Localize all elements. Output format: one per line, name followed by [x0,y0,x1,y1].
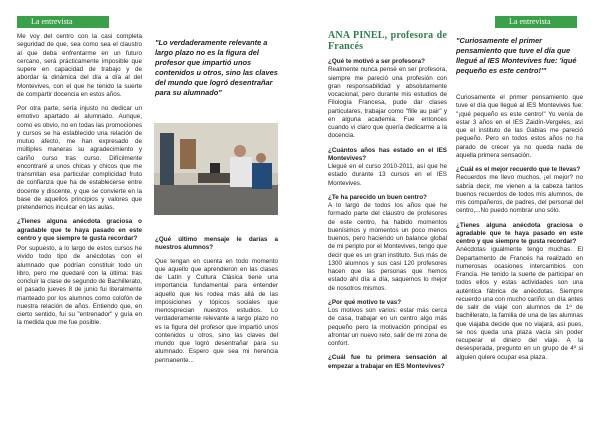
question: ¿Qué te motivó a ser profesora? [328,58,425,65]
question: ¿Cuál es el mejor recuerdo que te llevas? [456,166,581,173]
question: ¿Tienes alguna anécdota graciosa o agradable que te haya pasado en este centro y que siempre te gusta recordar? [17,218,142,242]
section-tab-right: La entrevista [495,16,577,28]
paragraph: Los motivos son varios: estar más cerca de casa, trabajar en un centro algo más pequeño pero la motivación principal es afrontar un nuevo reto, salir de mi zona de confort. [328,307,447,347]
paragraph: Por supuesto, a lo largo de estos cursos he vivido todo tipo de anécdotas con el alumnado que podrían constituir todo un libro, pero me quedaré con la última: tras concluir la clase de segundo de Bachillerato, el pasado jueves 8 de junio fui literalmente manteado por los alumnos como colofón de nuestra relación de años. Entiendo que, en cierto sentido, fui su "entrenador" y guía en la medida que me fue posible. [17,245,142,327]
column-4 [456,94,583,368]
interview-heading: ANA PINEL, profesora de Francés [328,30,447,52]
paragraph: Recuerdos me llevo muchos, ¡el mejor? no sabría decir, me vienen a la cabeza tantos buenos recuerdos de todos mis alumnos, de mis compañeros, de padres, del personal del centro,...No puedo nombrar uno sólo. [456,174,583,215]
paragraph: Llegué en el curso 2010-2011, así que he estado durante 13 cursos en el IES Montevives. [328,163,447,187]
paragraph: Curiosamente el primer pensamiento que tuve el día que llegué al IES Montevives fue: "¡qué pequeño es este centro!" Yo venía de estar 3 años en el IES Zaidín-Vergeles, así que el instituto de las Gabias me pareció pequeño. Pero en todos estos años no ha parado de crecer ya no queda nada de aquella primera sensación. [456,94,583,159]
question: ¿Te ha parecido un buen centro? [328,193,427,201]
paragraph: Por otra parte, sería injusto no dedicar un emotivo apartado al alumnado. Aunque, como es obvio, no en todas las promociones y cursos se ha establecido una relación de mutuo afecto, me han expresado de múltiples maneras su agradecimiento y cariño curso tras curso. Difícilmente encontraré a unos chicas y chicos que me transmitan esa particular complicidad fruto de confianza que ha de establecerse entre docente y discente, y que se convierte en la base de aquellos principios y valores que pretendemos inculcar en las aulas. [17,105,142,211]
paragraph: Que tengan en cuenta en todo momento que aquello que aprendieron en las clases de Latín y Cultura Clásica tiene una importancia fundamental para entender aquello que les rodea más allá de las imposiciones y tópicos sociales que menosprecian nuestros estudios. Lo verdaderamente relevante a largo plazo no es la figura del profesor que impartió unos contenidos u otros, sino las claves del mundo que logró desentrañar para su alumnado. Espero que sea mi herencia permanente... [155,257,278,364]
column-3 [328,30,447,377]
paragraph: Anécdotas igualmente tengo muchas. El Departamento de Francés ha realizado en numerosas ocasiones intercambios con Francia. He tenido la suerte de participar en todos ellos y estas actividades son una auténtica fábrica de anécdotas. Siempre recuerdo una con mucho cariño: un día antes de salir de viaje con alumnos de 1º de bachillerato, la familia de una de las alumnas que viajaba decide que no viajará, así pues, se nos queda una plaza vacía sin poder recuperar el dinero del viaje. A la desesperada, pregunto en un grupo de 4º si alguien quiere ocupar esa plaza. [456,246,583,361]
staff-photo [154,123,278,215]
pull-quote-1: "Lo verdaderamente relevante a largo plazo no es la figura del profesor que impartió unos contenidos u otros, sino las claves del mundo que logró desentrañar para su alumnado" [155,38,278,97]
section-tab-left: La entrevista [17,16,109,28]
question: ¿Qué último mensaje le darías a nuestros alumnos? [155,236,278,252]
question: ¿Cuál fue tu primera sensación al empezar a trabajar en IES Montevives? [328,354,447,370]
pull-quote-2: "Curiosamente el primer pensamiento que tuve el día que llegué al IES Montevives fue: 'iqué pequeño es este centro!'" [456,36,577,75]
column-1 [17,33,142,334]
question: ¿Cuántos años has estado en el IES Montevives? [328,146,447,162]
paragraph: Realmente nunca pensé en ser profesora, siempre me pareció una profesión con gran responsabilidad y absolutamente vocacional, pero durante mis estudios de Filología Francesa, pude dar clases particulares, trabajar como "fille au pair" y en alguna academia. Fue entonces cuando vi claro que quería dedicarme a la docencia. [328,66,447,140]
question: ¿Por qué motivo te vas? [328,298,402,306]
column-2 [155,236,278,371]
paragraph: Me voy del centro con la casi completa seguridad de que, sea como sea el claustro al que deba enfrentarme en un futuro cercano, será prácticamente imposible que supere en capacidad de trabajo y de abordar la dinámica del día a día al del Montevives, con el que he tenido la suerte de compartir docencia en estos años. [17,33,142,98]
question: ¿Tienes alguna anécdota graciosa o agradable que te haya pasado en este centro y que siempre te gusta recordar? [456,221,583,245]
paragraph: A lo largo de todos los años que he formado parte del claustro de profesores de este centro, ha habido momentos buenísimos y momentos un poco menos buenos, pero haciendo un balance global de mi periplo por el Montevives, tengo que decir que es un gran instituto. Sus más de 1300 alumnos y sus casi 120 profesores hacen que las personas que hemos estado ahí día a día, saquemos lo mejor de nosotros mismos. [328,202,447,292]
